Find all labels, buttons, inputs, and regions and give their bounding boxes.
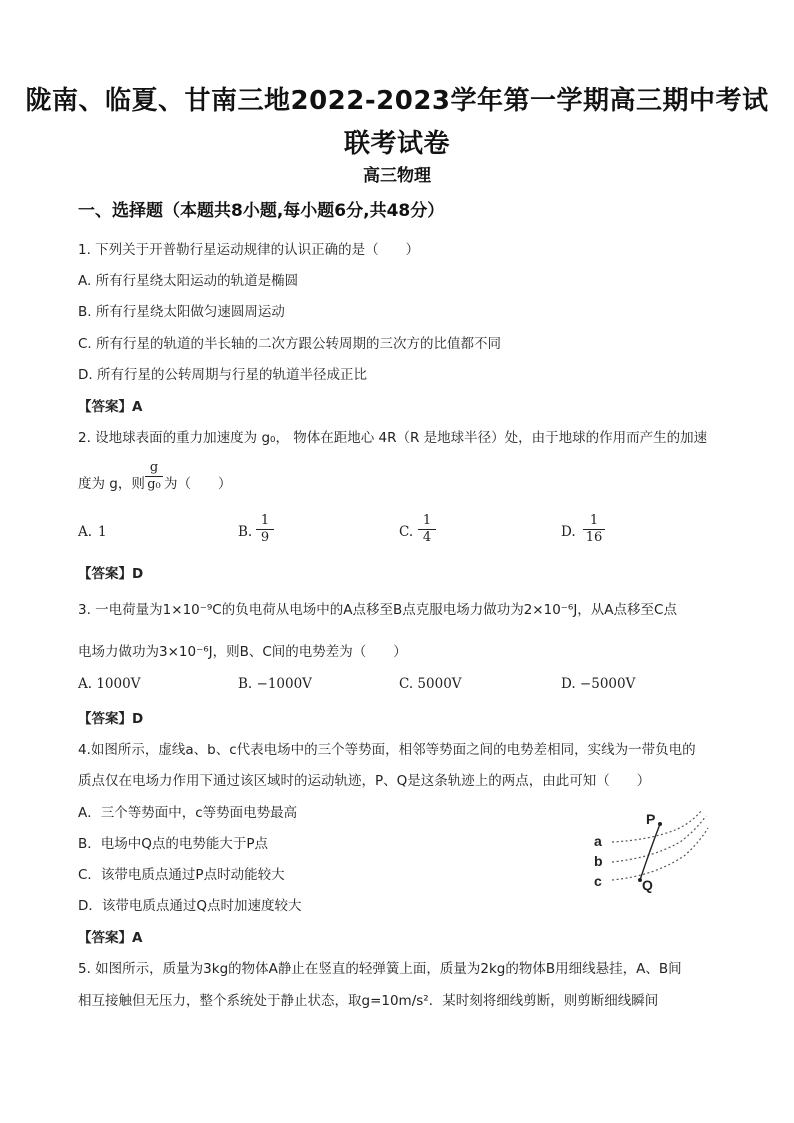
question-3-stem-line2: 电场力做功为3×10⁻⁶J，则B、C间的电势差为（ ） — [78, 644, 407, 660]
equipotential-line-a — [612, 810, 702, 842]
question-2-answer: 【答案】D — [78, 566, 144, 582]
fraction-denominator: g₀ — [147, 477, 161, 492]
question-4-option-b: B．电场中Q点的电势能大于P点 — [78, 836, 269, 852]
question-3-option-b: B. −1000V — [238, 676, 312, 692]
label-c: c — [594, 873, 602, 889]
label-p: P — [646, 811, 656, 827]
question-2-option-c-label: C. — [399, 524, 414, 540]
question-1-option-b: B. 所有行星绕太阳做匀速圆周运动 — [78, 304, 285, 320]
question-3-option-c: C. 5000V — [399, 676, 462, 692]
question-2-option-a-label: A. — [78, 524, 93, 540]
question-4-option-a: A．三个等势面中，c等势面电势最高 — [78, 805, 298, 821]
question-2-option-c-fraction — [418, 514, 436, 545]
point-p-marker — [658, 822, 662, 826]
label-q: Q — [642, 877, 653, 893]
question-2-stem-suffix: 为（ ） — [164, 476, 232, 492]
question-3-option-d: D. −5000V — [561, 676, 636, 692]
fraction-numerator: 1 — [589, 513, 599, 528]
fraction-denominator: 4 — [422, 530, 432, 545]
equipotential-figure — [590, 810, 710, 900]
question-3-answer: 【答案】D — [78, 711, 144, 727]
question-2-fraction — [145, 461, 163, 492]
question-2-option-b-label: B. — [238, 524, 253, 540]
question-1-option-d: D. 所有行星的公转周期与行星的轨道半径成正比 — [78, 367, 367, 383]
question-4-answer: 【答案】A — [78, 930, 143, 946]
exam-title-line1: 陇南、临夏、甘南三地2022-2023学年第一学期高三期中考试 — [25, 86, 769, 116]
question-4-option-c: C．该带电质点通过P点时动能较大 — [78, 867, 285, 883]
equipotential-line-c — [612, 828, 708, 880]
question-1-option-a: A. 所有行星绕太阳运动的轨道是椭圆 — [78, 273, 299, 289]
question-4-stem-line2: 质点仅在电场力作用下通过该区域时的运动轨迹，P、Q是这条轨迹上的两点，由此可知（ ） — [78, 773, 651, 789]
fraction-numerator: g — [149, 460, 159, 475]
question-2-option-a-value: 1 — [98, 524, 107, 540]
label-a: a — [594, 833, 602, 849]
fraction-numerator: 1 — [422, 513, 432, 528]
section-heading: 一、选择题（本题共8小题,每小题6分,共48分） — [78, 201, 445, 221]
fraction-numerator: 1 — [260, 513, 270, 528]
question-5-stem-line2: 相互接触但无压力，整个系统处于静止状态，取g=10m/s²．某时刻将细线剪断，则剪断细线瞬间 — [78, 993, 659, 1009]
exam-title-line2: 联考试卷 — [343, 129, 450, 159]
question-3-stem-line1: 3. 一电荷量为1×10⁻⁹C的负电荷从电场中的A点移至B点克服电场力做功为2×10⁻⁶J，从A点移至C点 — [78, 602, 677, 618]
question-1-answer: 【答案】A — [78, 399, 143, 415]
question-2-option-d-label: D. — [561, 524, 576, 540]
question-2-option-d-fraction — [583, 514, 605, 545]
question-1-option-c: C. 所有行星的轨道的半长轴的二次方跟公转周期的三次方的比值都不同 — [78, 336, 502, 352]
question-2-stem-prefix: 度为 g，则 — [78, 476, 145, 492]
question-3-option-a: A. 1000V — [78, 676, 141, 692]
question-4-option-d: D．该带电质点通过Q点时加速度较大 — [78, 898, 302, 914]
question-4-stem-line1: 4.如图所示，虚线a、b、c代表电场中的三个等势面，相邻等势面之间的电势差相同，实线为一带负电的 — [78, 742, 696, 758]
question-5-stem-line1: 5. 如图所示，质量为3kg的物体A静止在竖直的轻弹簧上面，质量为2kg的物体B用细线悬挂，A、B间 — [78, 961, 682, 977]
subject-heading: 高三物理 — [363, 166, 431, 186]
fraction-denominator: 9 — [260, 530, 270, 545]
question-2-option-b-fraction — [256, 514, 274, 545]
question-1-stem: 1. 下列关于开普勒行星运动规律的认识正确的是（ ） — [78, 242, 420, 258]
fraction-denominator: 16 — [585, 530, 603, 545]
label-b: b — [594, 853, 603, 869]
question-2-stem-line1: 2. 设地球表面的重力加速度为 g₀， 物体在距地心 4R（R 是地球半径）处，由于地球的作用而产生的加速 — [78, 430, 708, 446]
